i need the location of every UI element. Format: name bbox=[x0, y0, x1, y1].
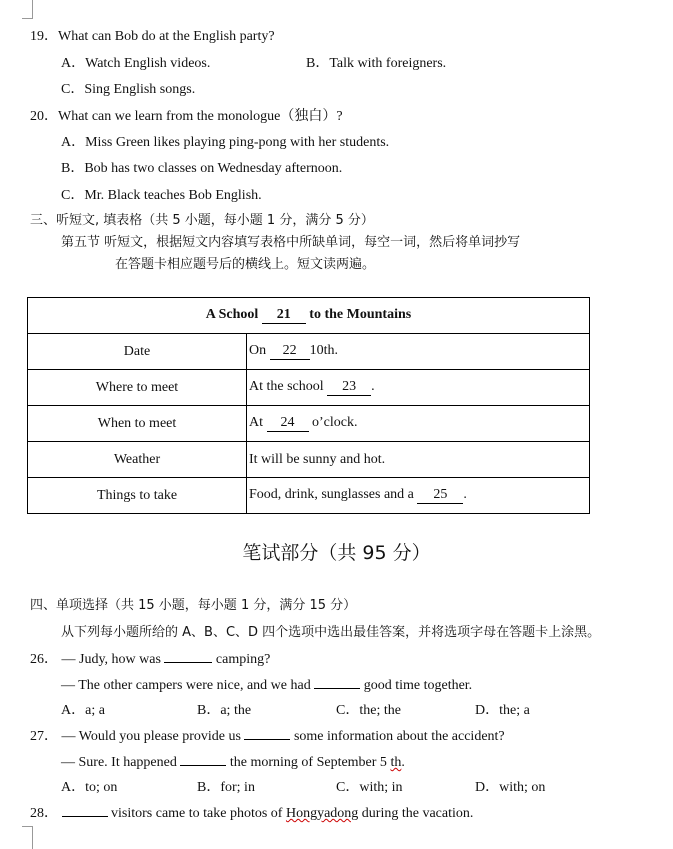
answer-blank bbox=[62, 816, 108, 817]
row-value: It will be sunny and hot. bbox=[247, 442, 590, 478]
answer-blank bbox=[180, 765, 226, 766]
question-27-line-2: — Sure. It happened the morning of September 5 th. bbox=[61, 755, 405, 770]
page-corner-mark bbox=[22, 0, 33, 19]
ordinal-suffix: th bbox=[390, 755, 402, 770]
row-label: When to meet bbox=[28, 406, 247, 442]
section-4-title: 四、单项选择（共 15 小题，每小题 1 分，满分 15 分） bbox=[30, 598, 357, 613]
answer-blank bbox=[314, 688, 360, 689]
section-3-instruction-cont: 在答题卡相应题号后的横线上。短文读两遍。 bbox=[115, 257, 376, 272]
question-number: 26． bbox=[30, 652, 58, 667]
blank-25: 25 bbox=[417, 487, 463, 504]
blank-23: 23 bbox=[327, 379, 371, 396]
option-c: C．with; in bbox=[336, 780, 403, 795]
fill-in-table bbox=[27, 297, 590, 514]
question-number: 20． bbox=[30, 109, 58, 124]
row-label: Things to take bbox=[28, 478, 247, 514]
question-text: What can we learn from the monologue（独白）? bbox=[58, 109, 343, 124]
table-row bbox=[28, 370, 590, 406]
table-row bbox=[28, 406, 590, 442]
question-26-line-2: — The other campers were nice, and we had good time together. bbox=[61, 678, 473, 693]
question-19 bbox=[30, 28, 275, 46]
question-number: 19． bbox=[30, 29, 58, 44]
option-d: D．with; on bbox=[475, 780, 546, 795]
row-label: Weather bbox=[28, 442, 247, 478]
option-a: A．Watch English videos. bbox=[61, 56, 211, 71]
row-value: Food, drink, sunglasses and a 25 . bbox=[247, 478, 590, 514]
option-a: A．to; on bbox=[61, 780, 118, 795]
option-b: B．for; in bbox=[197, 780, 255, 795]
blank-24: 24 bbox=[267, 415, 309, 432]
option-c: C．the; the bbox=[336, 703, 401, 718]
option-b: B．Bob has two classes on Wednesday afternoon. bbox=[61, 161, 343, 176]
option-a: A．Miss Green likes playing ping-pong with her students. bbox=[61, 135, 390, 150]
section-3-instruction: 第五节 听短文，根据短文内容填写表格中所缺单词，每空一词，然后将单词抄写 bbox=[61, 235, 521, 250]
table-row bbox=[28, 478, 590, 514]
row-value: At 24 o’clock. bbox=[247, 406, 590, 442]
question-26: 26． — Judy, how was camping? bbox=[30, 652, 271, 667]
table-row bbox=[28, 442, 590, 478]
question-text: What can Bob do at the English party? bbox=[58, 29, 275, 44]
option-b: B．a; the bbox=[197, 703, 252, 718]
option-c: C．Mr. Black teaches Bob English. bbox=[61, 188, 262, 203]
answer-blank bbox=[164, 662, 212, 663]
option-a: A．a; a bbox=[61, 703, 105, 718]
blank-21: 21 bbox=[262, 307, 306, 324]
option-c: C．Sing English songs. bbox=[61, 82, 196, 97]
section-3-title: 三、听短文, 填表格（共 5 小题，每小题 1 分，满分 5 分） bbox=[30, 213, 374, 228]
row-value: At the school 23 . bbox=[247, 370, 590, 406]
blank-22: 22 bbox=[270, 343, 310, 360]
question-27: 27． — Would you please provide us some information about the accident? bbox=[30, 729, 505, 744]
row-value: On 22 10th. bbox=[247, 334, 590, 370]
section-4-instruction: 从下列每小题所给的 A、B、C、D 四个选项中选出最佳答案，并将选项字母在答题卡上涂黑。 bbox=[61, 625, 601, 640]
question-28: 28． visitors came to take photos of Hongyadong during the vacation. bbox=[30, 806, 474, 821]
answer-blank bbox=[244, 739, 290, 740]
place-name: Hongyadong bbox=[285, 806, 359, 821]
table-header: A School 21 to the Mountains bbox=[28, 298, 590, 334]
row-label: Date bbox=[28, 334, 247, 370]
row-label: Where to meet bbox=[28, 370, 247, 406]
page-corner-mark bbox=[22, 826, 33, 849]
question-number: 28． bbox=[30, 806, 58, 821]
option-b: B．Talk with foreigners. bbox=[306, 56, 447, 71]
question-20 bbox=[30, 108, 343, 126]
table-row bbox=[28, 334, 590, 370]
written-part-title: 笔试部分（共 95 分） bbox=[242, 542, 431, 564]
question-number: 27． bbox=[30, 729, 58, 744]
option-d: D．the; a bbox=[475, 703, 530, 718]
